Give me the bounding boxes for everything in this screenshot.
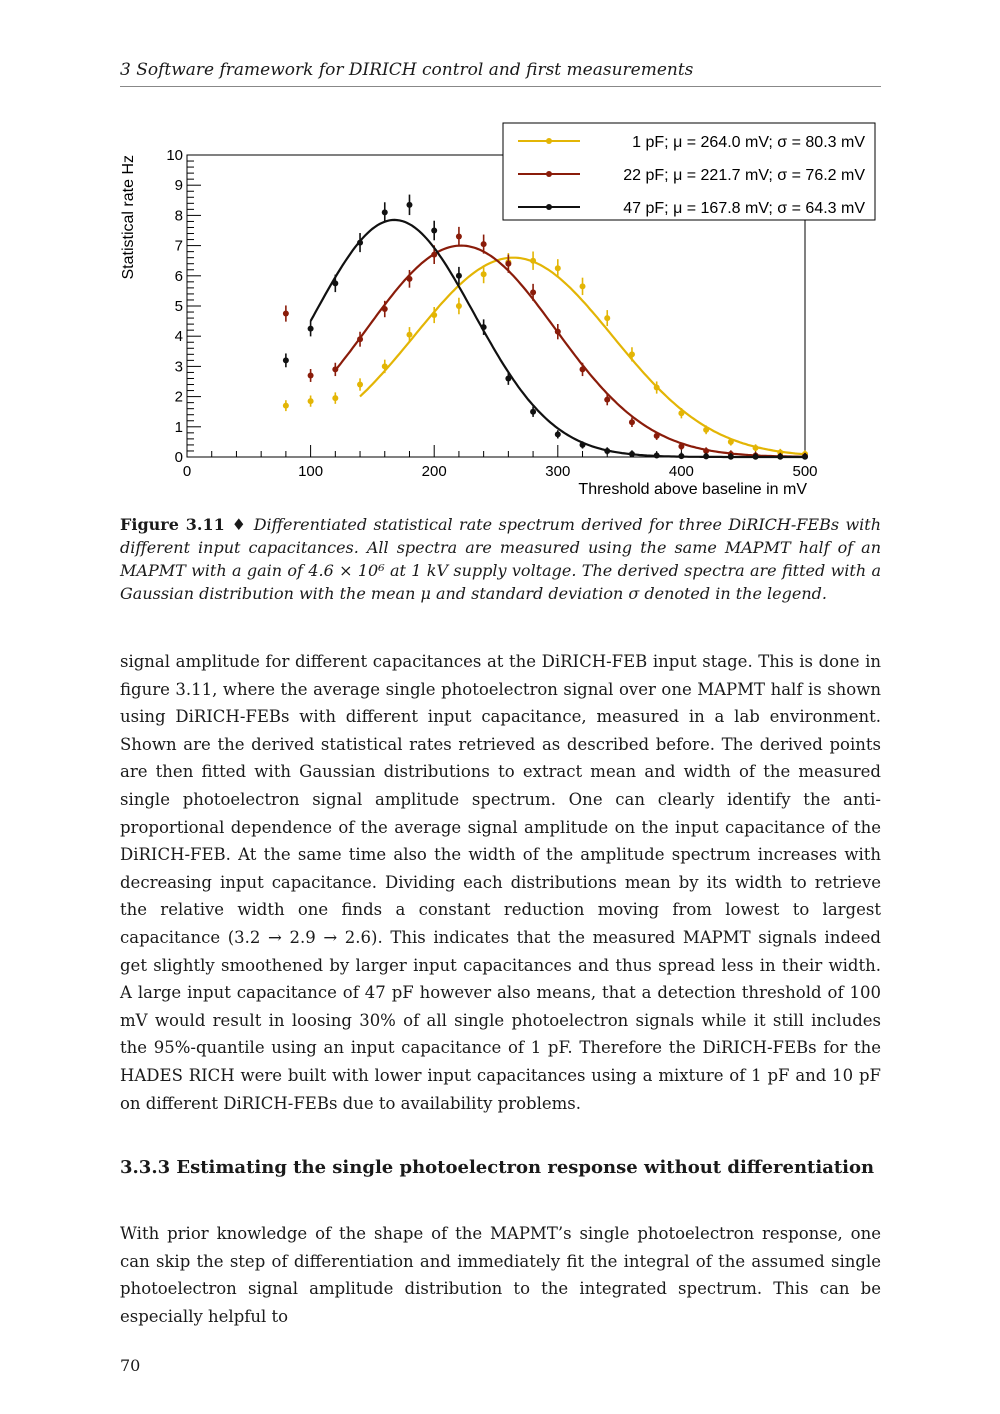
section-heading: 3.3.3 Estimating the single photoelectron response without differentiation xyxy=(120,1157,875,1178)
y-tick-label: 10 xyxy=(166,147,183,164)
y-tick-label: 6 xyxy=(174,267,183,285)
data-point xyxy=(802,454,808,460)
data-point xyxy=(406,332,412,338)
data-point xyxy=(629,351,635,357)
data-point xyxy=(555,431,561,437)
legend-entry: 1 pF; μ = 264.0 mV; σ = 80.3 mV xyxy=(632,134,865,151)
x-tick-label: 100 xyxy=(298,463,324,480)
data-point xyxy=(604,315,610,321)
data-point xyxy=(481,271,487,277)
data-point xyxy=(308,398,314,404)
y-tick-label: 7 xyxy=(174,237,183,255)
legend-marker xyxy=(546,138,552,144)
running-header: 3 Software framework for DIRICH control and first measurements xyxy=(120,60,881,87)
data-point xyxy=(382,363,388,369)
data-point xyxy=(357,240,363,246)
data-point xyxy=(728,439,734,445)
data-point xyxy=(431,312,437,318)
data-point xyxy=(406,202,412,208)
data-point xyxy=(703,453,709,459)
data-point xyxy=(382,209,388,215)
x-tick-label: 200 xyxy=(421,463,447,480)
y-tick-label: 9 xyxy=(174,177,183,195)
data-point xyxy=(505,261,511,267)
data-point xyxy=(308,372,314,378)
data-point xyxy=(580,283,586,289)
body-paragraph-1: signal amplitude for different capacitances at the DiRICH-FEB input stage. This is done in figure 3.11, where the average single photoelectron signal over one MAPMT half is shown using DiRICH-FEBs with different input capacitance, measured in a lab environment. Shown are the derived statistical rates retrieved as described before. The derived points are then fitted with Gaussian distributions to extract mean and width of the measured single photoelectron signal amplitude spectrum. One can clearly identify the anti-proportional dependence of the average signal amplitude on the input capacitance of the DiRICH-FEB. At the same time also the width of the amplitude spectrum increases with decreasing input capacitance. Dividing each distributions mean by its width to retrieve the relative width one finds a constant reduction moving from lowest to largest capacitance (3.2 → 2.9 → 2.6). This indicates that the measured MAPMT signals indeed get slightly smoothened by larger input capacitances and thus spread less in their width. A large input capacitance of 47 pF however also means, that a detection threshold of 100 mV would result in loosing 30% of all single photoelectron signals while it still includes the 95%-quantile using an input capacitance of 1 pF. Therefore the DiRICH-FEBs for the HADES RICH were built with lower input capacitances using a mixture of 1 pF and 10 pF on different DiRICH-FEBs due to availability problems. xyxy=(120,652,881,1113)
data-point xyxy=(357,382,363,388)
data-point xyxy=(753,454,759,460)
y-tick-label: 1 xyxy=(174,418,183,436)
data-point xyxy=(678,410,684,416)
legend-entry: 47 pF; μ = 167.8 mV; σ = 64.3 mV xyxy=(623,200,865,217)
data-point xyxy=(654,385,660,391)
x-tick-label: 500 xyxy=(792,463,818,480)
data-point xyxy=(555,329,561,335)
data-point xyxy=(283,311,289,317)
data-point xyxy=(555,265,561,271)
figure-caption-text: Differentiated statistical rate spectrum derived for three DiRICH-FEBs with different input capacitances. All spectra are measured using the same MAPMT half of an MAPMT with a gain of 4.6 × 10⁶ at 1 kV supply voltage. The derived spectra are fitted with a Gaussian distribution with the mean μ and standard deviation σ denoted in the legend. xyxy=(120,515,881,603)
fit-curve xyxy=(335,246,805,457)
figure-label: Figure 3.11 ♦ xyxy=(120,515,248,534)
data-point xyxy=(629,419,635,425)
body-paragraph-2: With prior knowledge of the shape of the MAPMT’s single photoelectron response, one can skip the step of differentiation and immediately fit the integral of the assumed single photoelectron signal amplitude distribution to the integrated spectrum. This can be especially helpful to xyxy=(120,1224,881,1326)
data-point xyxy=(678,443,684,449)
data-point xyxy=(580,442,586,448)
data-point xyxy=(431,228,437,234)
y-tick-label: 8 xyxy=(174,207,183,225)
data-point xyxy=(530,289,536,295)
y-tick-label: 4 xyxy=(174,328,183,346)
legend-marker xyxy=(546,171,552,177)
data-point xyxy=(283,357,289,363)
y-tick-label: 3 xyxy=(174,358,183,376)
data-point xyxy=(530,409,536,415)
data-point xyxy=(456,303,462,309)
data-point xyxy=(753,445,759,451)
y-axis-label: Statistical rate Hz xyxy=(120,155,137,280)
data-point xyxy=(456,234,462,240)
data-point xyxy=(654,452,660,458)
data-point xyxy=(505,375,511,381)
data-point xyxy=(604,448,610,454)
figure-caption xyxy=(120,513,881,605)
x-tick-label: 400 xyxy=(668,463,694,480)
x-axis-label: Threshold above baseline in mV xyxy=(578,481,807,498)
data-point xyxy=(406,276,412,282)
y-tick-label: 2 xyxy=(174,388,183,406)
data-point xyxy=(382,306,388,312)
data-point xyxy=(332,366,338,372)
data-point xyxy=(357,336,363,342)
data-point xyxy=(654,433,660,439)
data-point xyxy=(728,454,734,460)
data-point xyxy=(456,273,462,279)
data-point xyxy=(332,280,338,286)
data-point xyxy=(629,451,635,457)
page-number: 70 xyxy=(120,1356,141,1375)
data-point xyxy=(308,326,314,332)
data-point xyxy=(530,258,536,264)
legend-entry: 22 pF; μ = 221.7 mV; σ = 76.2 mV xyxy=(623,167,865,184)
x-tick-label: 300 xyxy=(545,463,571,480)
legend xyxy=(503,123,875,220)
data-point xyxy=(283,403,289,409)
data-point xyxy=(604,397,610,403)
rate-spectrum-chart xyxy=(110,110,890,510)
data-point xyxy=(678,453,684,459)
data-point xyxy=(777,454,783,460)
y-tick-label: 5 xyxy=(174,298,183,315)
legend-marker xyxy=(546,204,552,210)
y-tick-label: 0 xyxy=(174,449,183,466)
data-point xyxy=(332,395,338,401)
data-point xyxy=(481,241,487,247)
data-point xyxy=(580,366,586,372)
x-tick-label: 0 xyxy=(182,463,192,480)
data-point xyxy=(703,427,709,433)
data-point xyxy=(481,324,487,330)
